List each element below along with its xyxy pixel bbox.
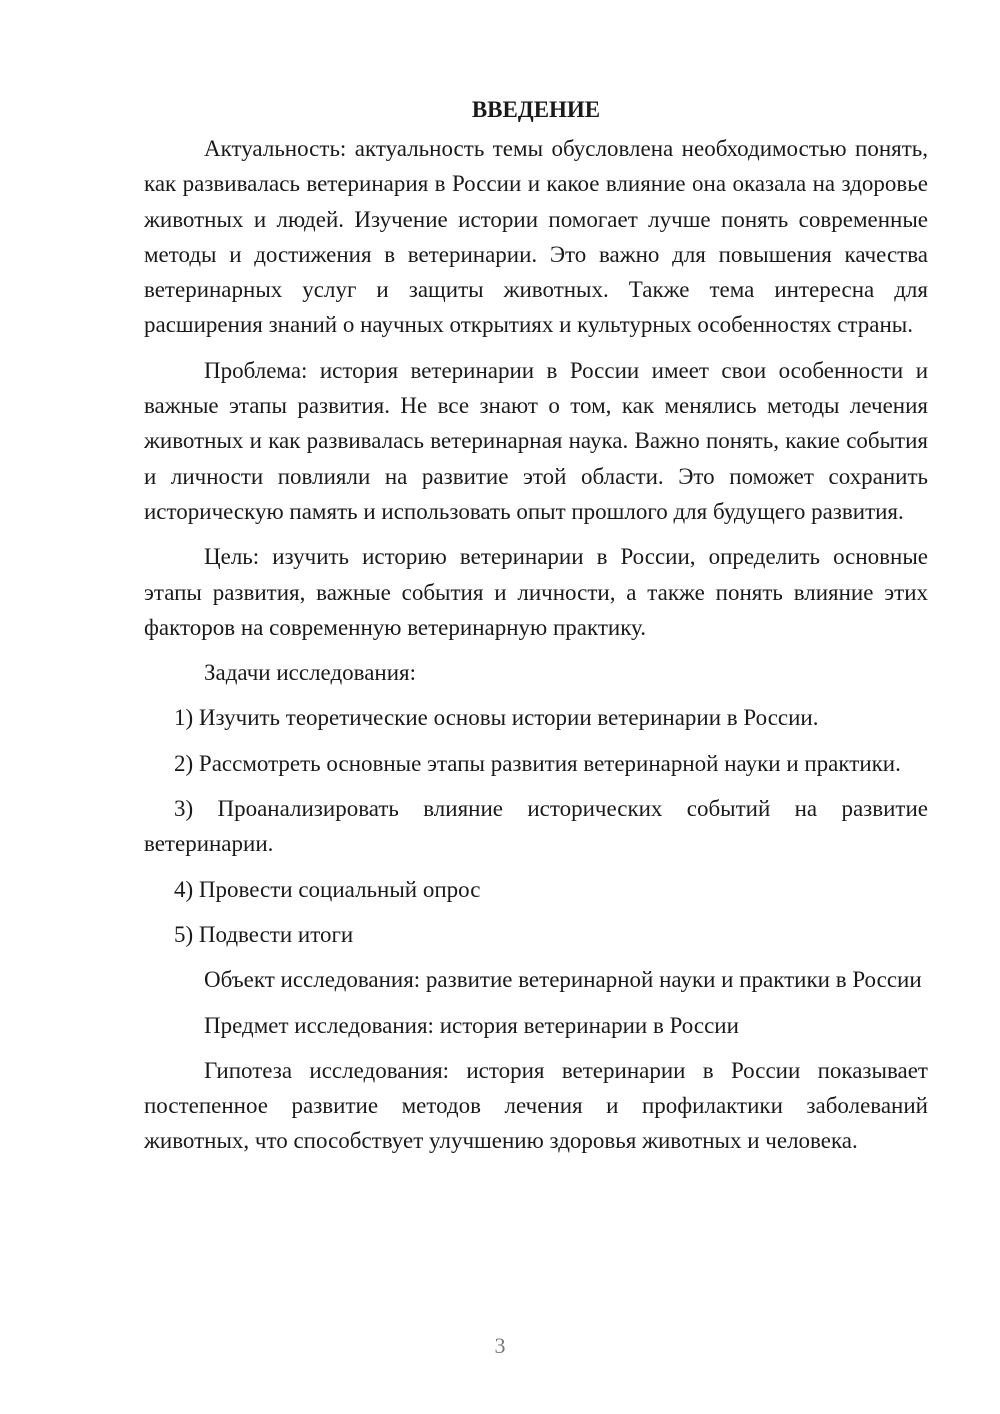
page-number: 3: [494, 1333, 506, 1358]
task-item: 1) Изучить теоретические основы истории ветеринарии в России.: [174, 705, 819, 731]
tasks-heading: Задачи исследования:: [204, 660, 417, 686]
goal-paragraph: Цель: изучить историю ветеринарии в России, определить основные этапы развития, важные события и личности, а также понять влияние этих факторов на современную ветеринарную практику.: [144, 544, 928, 640]
hypothesis-paragraph: Гипотеза исследования: история ветеринарии в России показывает постепенное развитие методов лечения и профилактики заболеваний животных, что способствует улучшению здоровья животных и человека.: [144, 1057, 928, 1154]
task-item: 5) Подвести итоги: [174, 921, 354, 947]
task-item: 3) Проанализировать влияние исторических событий на развитие ветеринарии.: [144, 796, 928, 857]
tasks-list: [144, 700, 928, 952]
document-page: [144, 92, 928, 1169]
page-title: ВВЕДЕНИЕ: [471, 97, 601, 122]
task-item: 2) Рассмотреть основные этапы развития ветеринарной науки и практики.: [174, 750, 901, 776]
relevance-paragraph: Актуальность: актуальность темы обусловлена необходимостью понять, как развивалась ветеринария в России и какое влияние она оказала на здоровье животных и людей. Изучение истории помогает лучше понять современные методы и достижения в ветеринарии. Это важно для повышения качества ветеринарных услуг и защиты животных. Также тема интересна для расширения знаний о научных открытиях и культурных особенностях страны.: [144, 136, 928, 338]
task-item: 4) Провести социальный опрос: [174, 876, 481, 902]
subject-paragraph: Предмет исследования: история ветеринарии в России: [204, 1012, 739, 1038]
problem-paragraph: Проблема: история ветеринарии в России имеет свои особенности и важные этапы развития. Не все знают о том, как менялись методы лечения животных и как развивалась ветеринарная наука. Важно понять, какие события и личности повлияли на развитие этой области. Это поможет сохранить историческую память и использовать опыт прошлого для будущего развития.: [144, 357, 928, 524]
object-paragraph: Объект исследования: развитие ветеринарной науки и практики в России: [204, 967, 922, 993]
